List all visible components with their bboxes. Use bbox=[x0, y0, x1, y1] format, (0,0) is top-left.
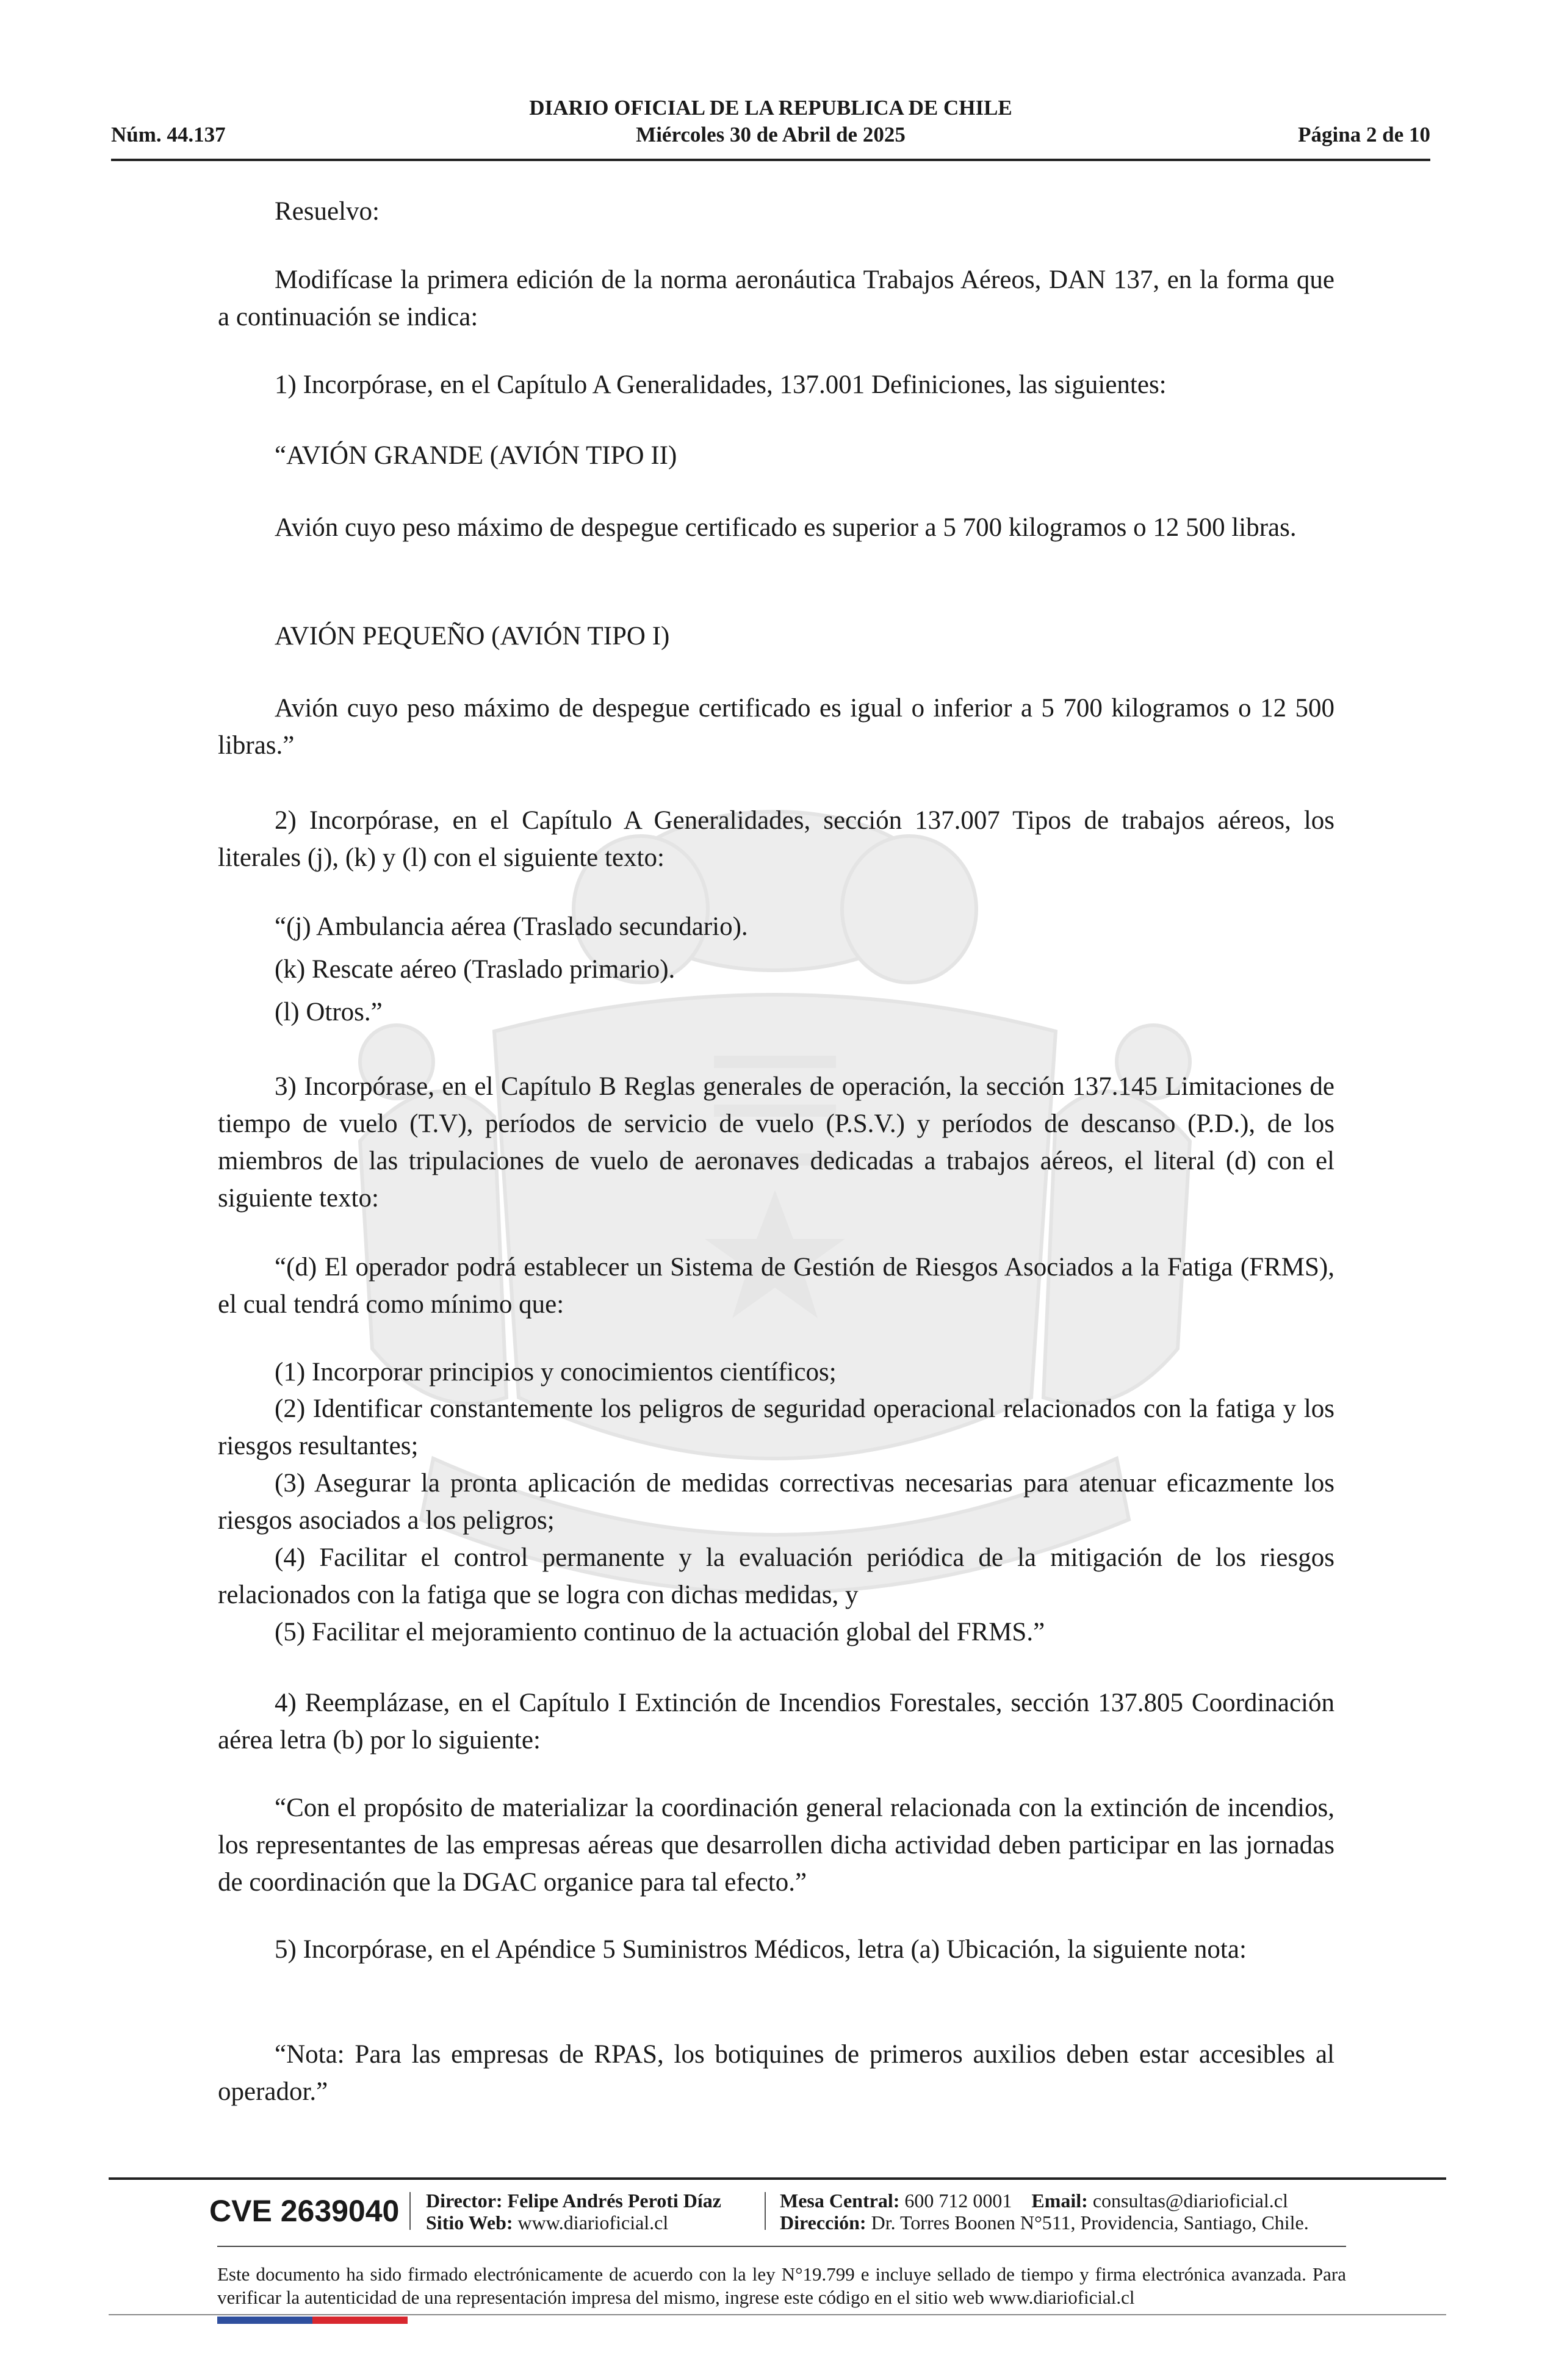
issue-number: Núm. 44.137 bbox=[111, 123, 226, 146]
paragraph-item-3: 3) Incorpórase, en el Capítulo B Reglas generales de operación, la sección 137.145 Limitaciones de tiempo de vuelo (T.V), períodos de servicio de vuelo (P.S.V.) y períodos de descanso (P.D.), de los miembros de las tripulaciones de vuelo de aeronaves dedicadas a trabajos aéreos, el literal (d) con el siguiente texto: bbox=[218, 1072, 1334, 1213]
site-link[interactable]: www.diarioficial.cl bbox=[517, 2212, 669, 2234]
paragraph-item-4: 4) Reemplázase, en el Capítulo I Extinción de Incendios Forestales, sección 137.805 Coordinación aérea letra (b) por lo siguiente: bbox=[218, 1689, 1334, 1754]
frms-point-3: (3) Asegurar la pronta aplicación de medidas correctivas necesarias para atenuar eficazmente los riesgos asociados a los peligros; bbox=[218, 1469, 1334, 1535]
mesa-label: Mesa Central: bbox=[780, 2190, 900, 2212]
email-label: Email: bbox=[1031, 2190, 1088, 2212]
literal-k: (k) Rescate aéreo (Traslado primario). bbox=[275, 955, 675, 984]
frms-point-4: (4) Facilitar el control permanente y la evaluación periódica de la mitigación de los riesgos relacionados con la fatiga que se logra con dichas medidas, y bbox=[218, 1543, 1334, 1609]
definition-title-small: AVIÓN PEQUEÑO (AVIÓN TIPO I) bbox=[275, 622, 670, 651]
note-text: “Nota: Para las empresas de RPAS, los botiquines de primeros auxilios deben estar accesibles al operador.” bbox=[218, 2040, 1334, 2106]
flag-red-segment bbox=[312, 2317, 408, 2324]
flag-stripe bbox=[217, 2317, 408, 2324]
definition-text-small: Avión cuyo peso máximo de despegue certificado es igual o inferior a 5 700 kilogramos o 12 500 libras.” bbox=[218, 694, 1334, 760]
newspaper-title: DIARIO OFICIAL DE LA REPUBLICA DE CHILE bbox=[529, 96, 1012, 120]
page-header bbox=[111, 92, 1430, 161]
director-name: Felipe Andrés Peroti Díaz bbox=[507, 2190, 721, 2212]
literal-d: “(d) El operador podrá establecer un Sistema de Gestión de Riesgos Asociados a la Fatiga (FRMS), el cual tendrá como mínimo que: bbox=[218, 1253, 1334, 1319]
footer-separator bbox=[765, 2192, 766, 2230]
paragraph-item-5: 5) Incorpórase, en el Apéndice 5 Suministros Médicos, letra (a) Ubicación, la siguiente nota: bbox=[275, 1935, 1247, 1964]
cve-code: CVE 2639040 bbox=[209, 2194, 400, 2228]
paragraph-intro: Modifícase la primera edición de la norma aeronáutica Trabajos Aéreos, DAN 137, en la forma que a continuación se indica: bbox=[218, 265, 1334, 331]
flag-blue-segment bbox=[217, 2317, 312, 2324]
frms-point-5: (5) Facilitar el mejoramiento continuo de la actuación global del FRMS.” bbox=[275, 1618, 1045, 1646]
mesa-phone: 600 712 0001 bbox=[904, 2190, 1012, 2212]
footer-separator bbox=[409, 2192, 411, 2230]
legal-notice: Este documento ha sido firmado electrónicamente de acuerdo con la ley N°19.799 e incluye sellado de tiempo y firma electrónica avanzada. Para verificar la autenticidad de una representación impresa del mismo, ingrese este código en el sitio web www.diarioficial.cl bbox=[217, 2263, 1346, 2308]
literal-l: (l) Otros.” bbox=[275, 998, 383, 1026]
footer-bottom-rule bbox=[109, 2314, 1446, 2315]
footer-divider bbox=[109, 2177, 1446, 2180]
definition-title-large: “AVIÓN GRANDE (AVIÓN TIPO II) bbox=[275, 441, 677, 470]
coordination-text: “Con el propósito de materializar la coordinación general relacionada con la extinción de incendios, los representantes de las empresas aéreas que desarrollen dicha actividad deben participar en las jornadas de coordinación que la DGAC organice para tal efecto.” bbox=[218, 1794, 1334, 1897]
address-label: Dirección: bbox=[780, 2212, 866, 2234]
email-link[interactable]: consultas@diarioficial.cl bbox=[1092, 2190, 1288, 2212]
literal-j: “(j) Ambulancia aérea (Traslado secundario). bbox=[275, 912, 748, 941]
issue-date: Miércoles 30 de Abril de 2025 bbox=[636, 123, 906, 146]
frms-point-2: (2) Identificar constantemente los peligros de seguridad operacional relacionados con la fatiga y los riesgos resultantes; bbox=[218, 1394, 1334, 1460]
definition-text-large: Avión cuyo peso máximo de despegue certificado es superior a 5 700 kilogramos o 12 500 libras. bbox=[275, 513, 1297, 542]
page-number: Página 2 de 10 bbox=[1298, 123, 1430, 146]
site-label: Sitio Web: bbox=[426, 2212, 513, 2234]
address-value: Dr. Torres Boonen N°511, Providencia, Santiago, Chile. bbox=[871, 2212, 1309, 2234]
footer-contact-block bbox=[780, 2190, 1309, 2234]
resolution-heading: Resuelvo: bbox=[275, 197, 380, 226]
paragraph-item-1: 1) Incorpórase, en el Capítulo A Generalidades, 137.001 Definiciones, las siguientes: bbox=[275, 370, 1167, 399]
footer-inner-divider bbox=[217, 2246, 1346, 2247]
footer-director-block bbox=[426, 2190, 721, 2234]
paragraph-item-2: 2) Incorpórase, en el Capítulo A Generalidades, sección 137.007 Tipos de trabajos aéreos, los literales (j), (k) y (l) con el siguiente texto: bbox=[218, 806, 1334, 872]
frms-point-1: (1) Incorporar principios y conocimientos científicos; bbox=[275, 1358, 837, 1387]
director-label: Director: bbox=[426, 2190, 503, 2212]
